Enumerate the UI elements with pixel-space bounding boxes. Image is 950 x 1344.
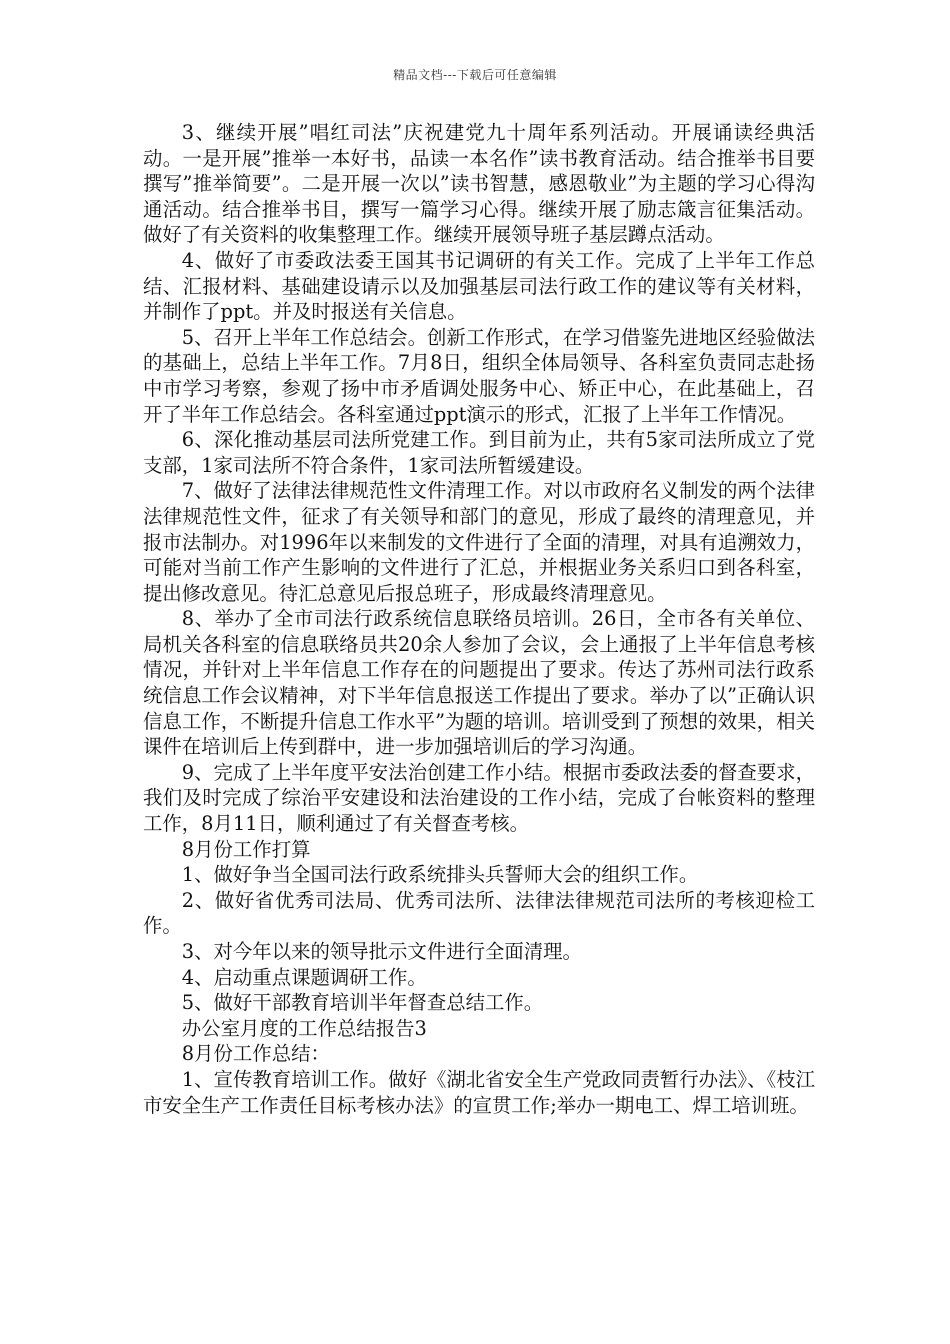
paragraph-item-7: 7、做好了法律法律规范性文件清理工作。对以市政府名义制发的两个法律法律规范性文件，征求了有关领导和部门的意见，形成了最终的清理意见，并报市法制办。对1996年以来制发的文件进行了全面的清理，对具有追溯效力，可能对当前工作产生影响的文件进行了汇总，并根据业务关系归口到各科室，提出修改意见。待汇总意见后报总班子，形成最终清理意见。 (143, 479, 815, 605)
paragraph-item-8: 8、举办了全市司法行政系统信息联络员培训。26日，全市各有关单位、局机关各科室的信息联络员共20余人参加了会议，会上通报了上半年信息考核情况，并针对上半年信息工作存在的问题提出了要求。传达了苏州司法行政系统信息工作会议精神，对下半年信息报送工作提出了要求。举办了以”正确认识信息工作，不断提升信息工作水平”为题的培训。培训受到了预想的效果，相关课件在培训后上传到群中，进一步加强培训后的学习沟通。 (143, 607, 815, 759)
paragraph-item-3: 3、继续开展”唱红司法”庆祝建党九十周年系列活动。开展诵读经典活动。一是开展”推举一本好书，品读一本名作”读书教育活动。结合推举书目要撰写”推举简要”。二是开展一次以”读书智慧，感恩敬业”为主题的学习心得沟通活动。结合推举书目，撰写一篇学习心得。继续开展了励志箴言征集活动。做好了有关资料的收集整理工作。继续开展领导班子基层蹲点活动。 (143, 121, 815, 247)
plan-item-4: 4、启动重点课题调研工作。 (181, 965, 427, 989)
paragraph-item-9: 9、完成了上半年度平安法治创建工作小结。根据市委政法委的督查要求，我们及时完成了综治平安建设和法治建设的工作小结，完成了台帐资料的整理工作，8月11日，顺利通过了有关督查考核。 (143, 760, 815, 836)
document-body (143, 120, 815, 1118)
summary-item-1: 1、宣传教育培训工作。做好《湖北省安全生产党政同责暂行办法》、《枝江市安全生产工作责任目标考核办法》的宣贯工作;举办一期电工、焊工培训班。 (143, 1067, 815, 1117)
section-heading-august-plan: 8月份工作打算 (181, 837, 311, 861)
paragraph-item-5: 5、召开上半年工作总结会。创新工作形式，在学习借鉴先进地区经验做法的基础上，总结上半年工作。7月8日，组织全体局领导、各科室负责同志赴扬中市学习考察，参观了扬中市矛盾调处服务中心、矫正中心，在此基础上，召开了半年工作总结会。各科室通过ppt演示的形式，汇报了上半年工作情况。 (143, 325, 815, 426)
section-heading-august-summary: 8月份工作总结： (181, 1042, 330, 1066)
page-header: 精品文档---下载后可任意编辑 (393, 68, 557, 82)
report-title: 办公室月度的工作总结报告3 (181, 1016, 427, 1040)
plan-item-1: 1、做好争当全国司法行政系统排头兵誓师大会的组织工作。 (181, 863, 699, 887)
paragraph-item-4: 4、做好了市委政法委王国其书记调研的有关工作。完成了上半年工作总结、汇报材料、基础建设请示以及加强基层司法行政工作的建议等有关材料，并制作了ppt。并及时报送有关信息。 (143, 248, 815, 324)
plan-item-3: 3、对今年以来的领导批示文件进行全面清理。 (181, 940, 582, 963)
plan-item-2: 2、做好省优秀司法局、优秀司法所、法律法律规范司法所的考核迎检工作。 (143, 888, 815, 938)
paragraph-item-6: 6、深化推动基层司法所党建工作。到目前为止，共有5家司法所成立了党支部，1家司法所不符合条件，1家司法所暂缓建设。 (143, 428, 815, 477)
plan-item-5: 5、做好干部教育培训半年督查总结工作。 (181, 991, 544, 1015)
